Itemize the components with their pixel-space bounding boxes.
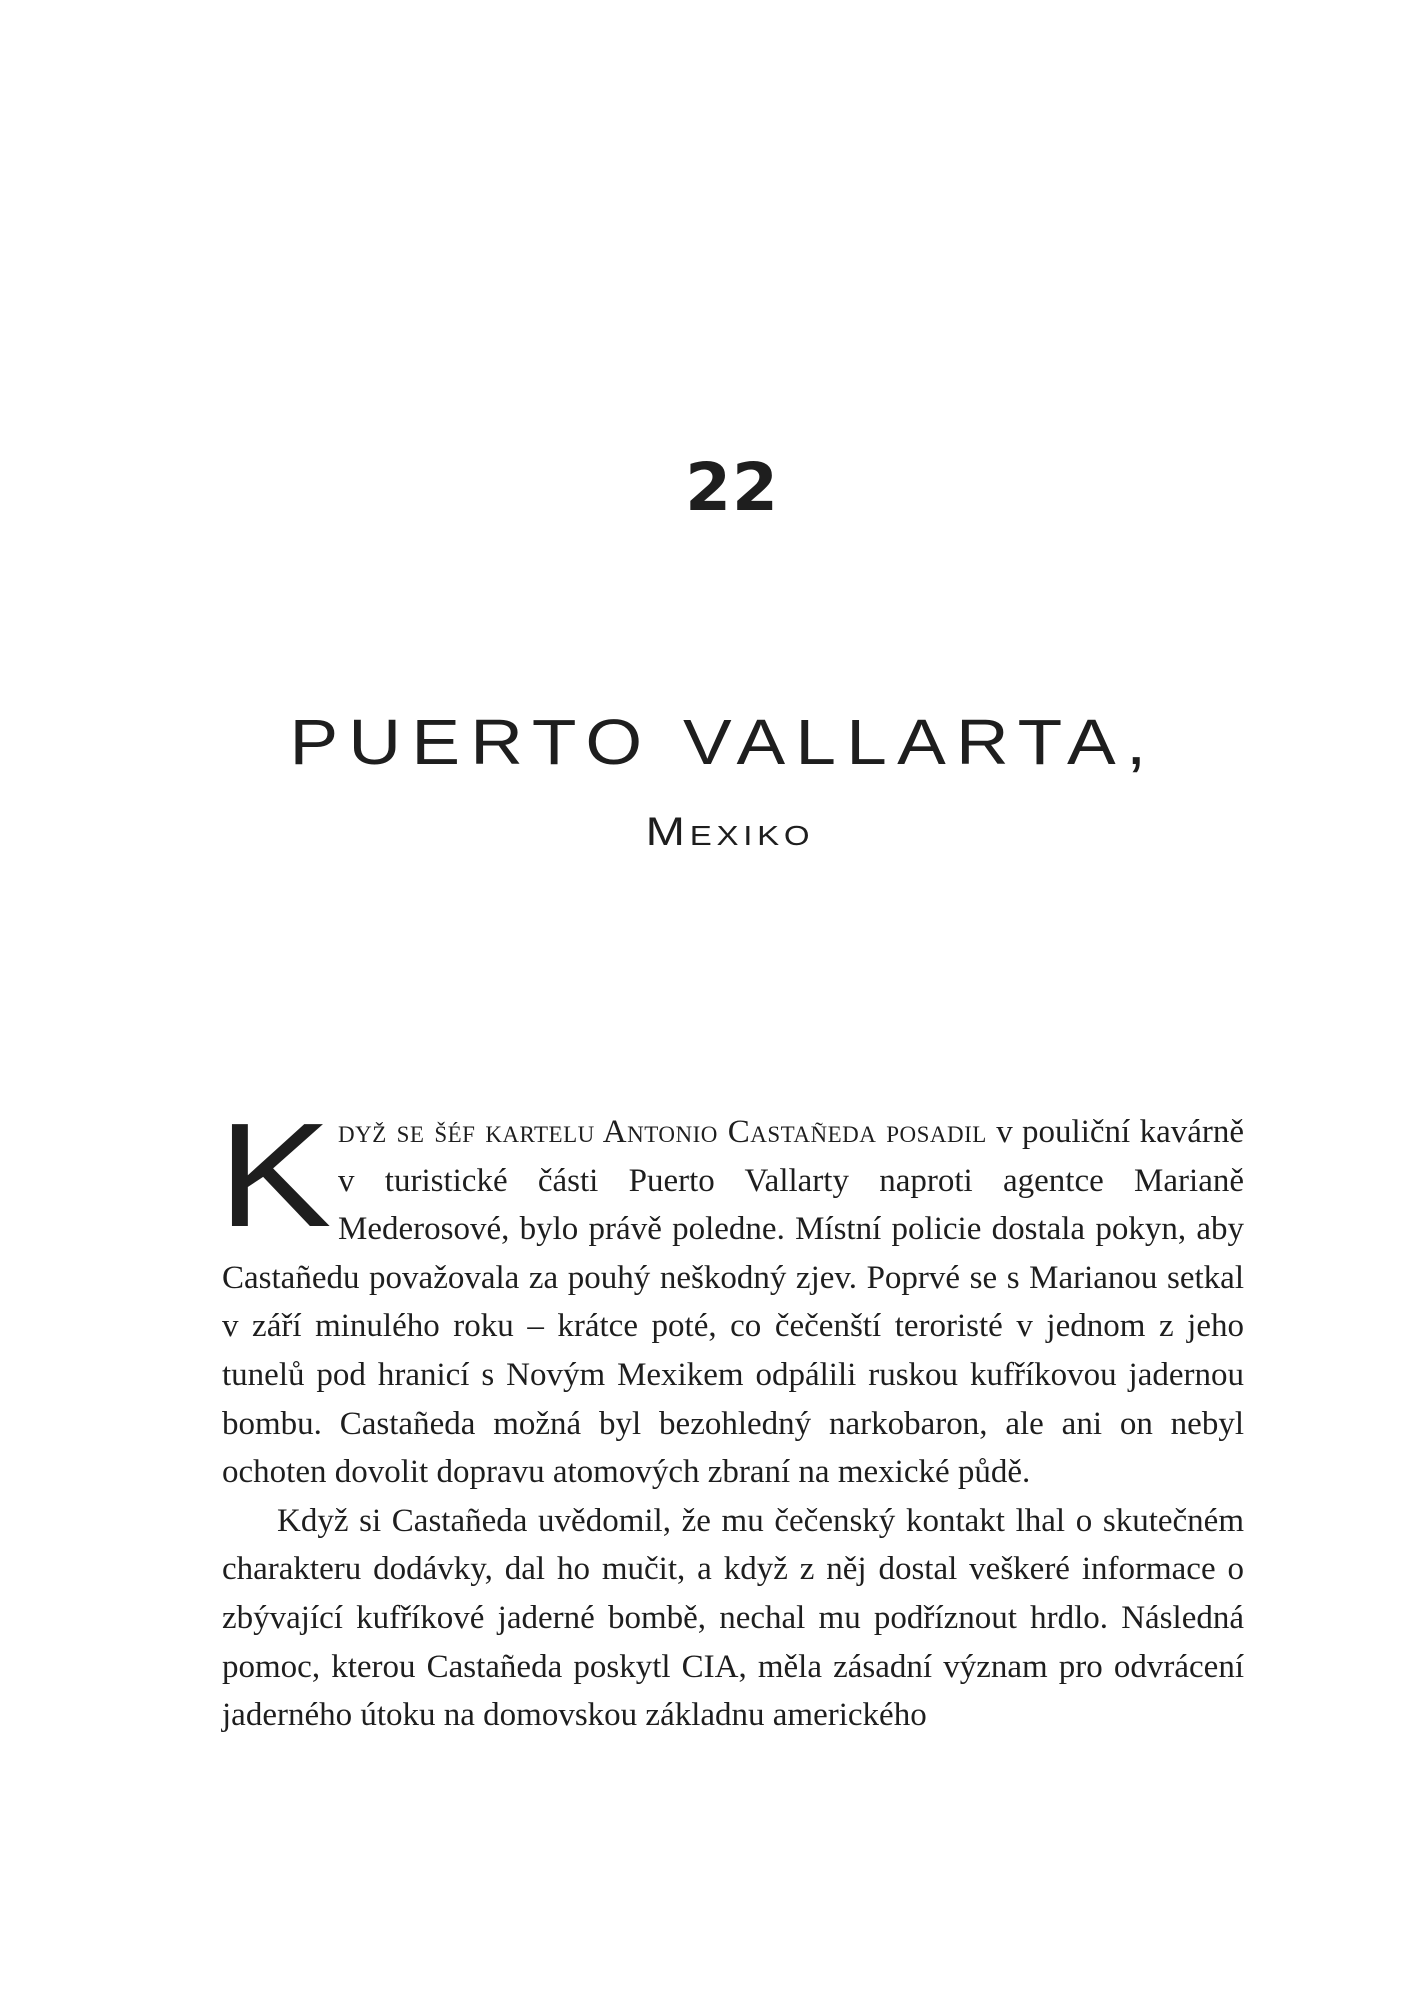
paragraph-2: Když si Castañeda uvědomil, že mu čečenský kontakt lhal o skutečném charakteru dodávky, dal ho mučit, a když z něj dostal veškeré informace o zbývající kufříkové jaderné bombě, nechal mu podříznout hrdlo. Následná pomoc, kterou Castañeda poskytl CIA, měla zásadní význam pro odvrácení jaderného útoku na domovskou základnu amerického xyxy=(222,1502,1244,1734)
lead-words: dyž se šéf kartelu Antonio Castañeda posadil xyxy=(338,1114,987,1150)
chapter-title: PUERTO VALLARTA, xyxy=(289,706,1157,778)
paragraph-1 xyxy=(218,1093,1244,1497)
chapter-subtitle: Mexiko xyxy=(645,810,815,854)
chapter-number: 22 xyxy=(685,449,779,526)
paragraph-1-text: v pouliční kavárně v turistické části Puerto Vallarty naproti agentce Marianě Mederosové, bylo právě poledne. Místní policie dostala pokyn, aby Castañedu považovala za pouhý neškodný zjev. Poprvé se s Marianou setkal v září minulého roku – krátce poté, co čečenští teroristé v jednom z jeho tunelů pod hranicí s Novým Mexikem odpálili ruskou kufříkovou jadernou bombu. Castañeda možná byl bezohledný narkobaron, ale ani on nebyl ochoten dovolit dopravu atomových zbraní na mexické půdě. xyxy=(222,1114,1244,1491)
drop-cap: K xyxy=(218,1093,332,1258)
chapter-body xyxy=(218,1093,1244,1740)
